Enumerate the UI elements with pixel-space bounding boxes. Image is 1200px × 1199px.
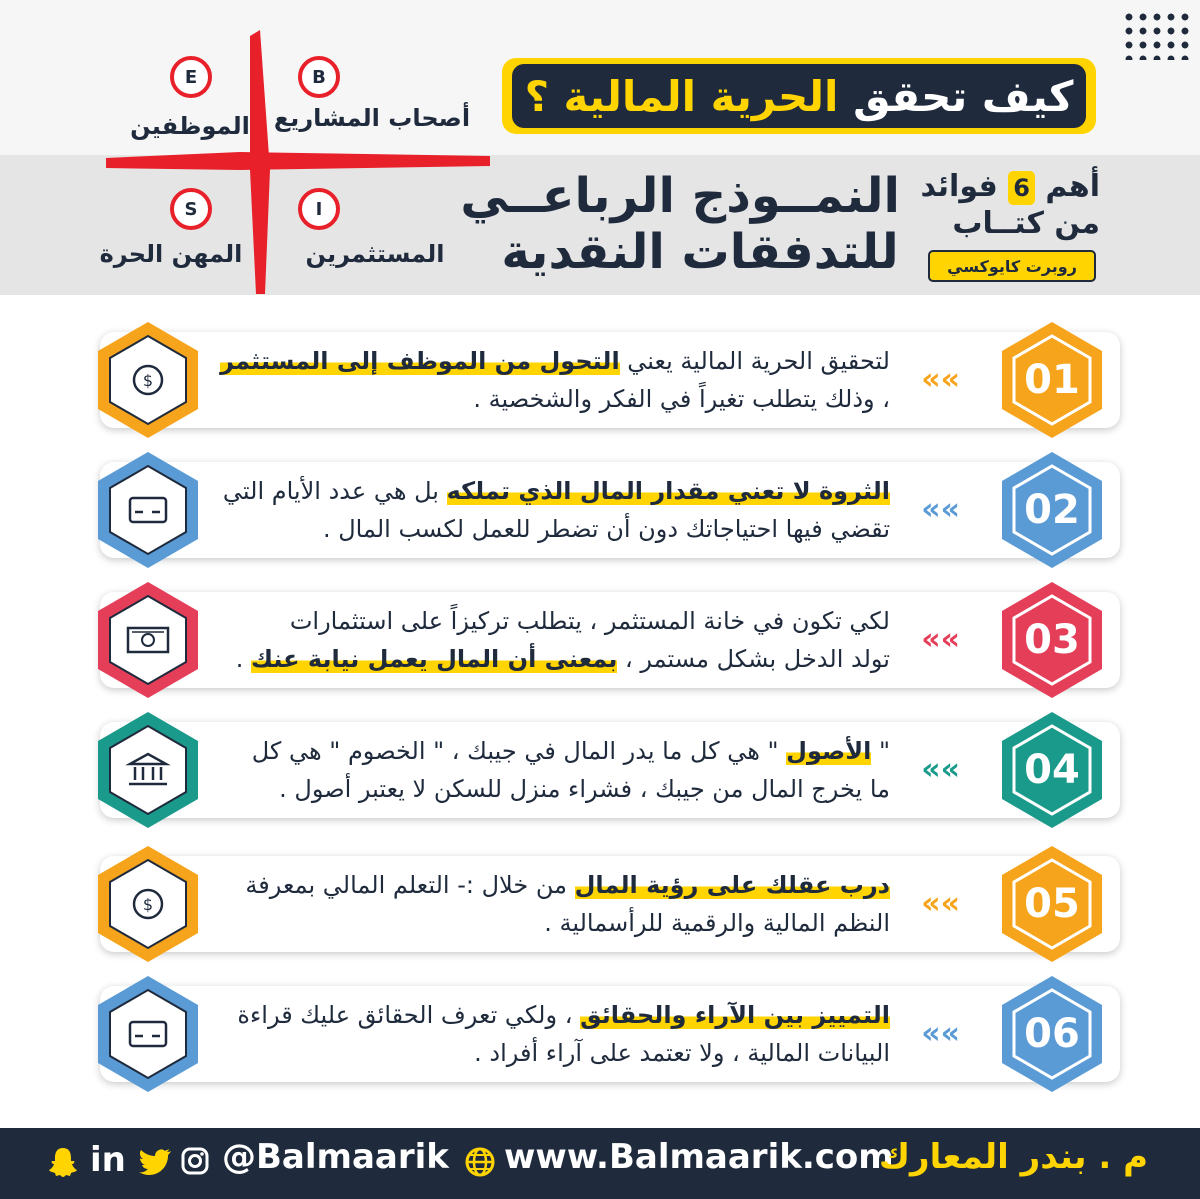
benefit-text bbox=[190, 996, 890, 1072]
line1-highlight: الثروة لا تعني مقدار المال الذي تملكه bbox=[446, 477, 890, 505]
benefits-count-badge: 6 bbox=[1008, 171, 1035, 205]
quadrant-letter-i: I bbox=[298, 188, 340, 230]
benefit-number: 02 bbox=[1024, 487, 1080, 533]
chevrons-icon: «« bbox=[921, 362, 960, 397]
benefit-line2 bbox=[190, 640, 890, 678]
chevrons-icon: «« bbox=[921, 1016, 960, 1051]
benefit-text bbox=[190, 732, 890, 808]
chevrons-icon: «« bbox=[921, 752, 960, 787]
benefit-card bbox=[100, 332, 1120, 428]
dot-pattern-decoration bbox=[1122, 10, 1192, 60]
snapchat-icon[interactable] bbox=[48, 1146, 78, 1178]
line2-pre: البيانات المالية ، ولا تعتمد على آراء أفراد . bbox=[474, 1039, 890, 1067]
svg-text:$: $ bbox=[142, 371, 154, 390]
line2-pre: تولد الدخل بشكل مستمر ، bbox=[617, 645, 890, 673]
line1-highlight: التمييز بين الآراء والحقائق bbox=[580, 1001, 890, 1029]
line1-pre: لتحقيق الحرية المالية يعني bbox=[619, 347, 890, 375]
quadrant-label-employees: الموظفين bbox=[130, 112, 250, 140]
benefit-number: 05 bbox=[1024, 881, 1080, 927]
benefit-card bbox=[100, 856, 1120, 952]
line2-highlight: بمعنى أن المال يعمل نيابة عنك bbox=[251, 645, 618, 673]
author-badge: روبرت كايوكسي bbox=[928, 250, 1096, 282]
line1-highlight: التحول من الموظف إلى المستثمر bbox=[220, 347, 620, 375]
benefit-card bbox=[100, 986, 1120, 1082]
quadrant-letter-s: S bbox=[170, 188, 212, 230]
line1-post: من خلال :- التعلم المالي بمعرفة bbox=[245, 871, 575, 899]
line2-post: . bbox=[235, 645, 251, 673]
linkedin-icon[interactable]: in bbox=[90, 1140, 126, 1180]
benefit-text bbox=[190, 602, 890, 678]
line1-pre: " bbox=[871, 737, 890, 765]
quadrant-label-investors: المستثمرين bbox=[305, 240, 445, 268]
benefits-prefix: أهم bbox=[1045, 169, 1100, 204]
author-name: م . بندر المعارك bbox=[878, 1137, 1148, 1177]
benefits-heading bbox=[910, 170, 1100, 205]
page-title bbox=[512, 64, 1086, 128]
line1-highlight: الأصول bbox=[786, 737, 872, 765]
svg-text:$: $ bbox=[142, 895, 154, 914]
benefit-line2 bbox=[190, 770, 890, 808]
line2-pre: تقضي فيها احتياجاتك دون أن تضطر للعمل لكسب المال . bbox=[322, 515, 890, 543]
benefit-text bbox=[190, 472, 890, 548]
chevrons-icon: «« bbox=[921, 622, 960, 657]
benefit-line1 bbox=[190, 996, 890, 1034]
benefit-card bbox=[100, 592, 1120, 688]
line1-post: ، ولكي تعرف الحقائق عليك قراءة bbox=[237, 1001, 581, 1029]
quadrant-letter-b: B bbox=[298, 56, 340, 98]
twitter-icon[interactable] bbox=[138, 1148, 172, 1176]
social-handle[interactable]: @Balmaarik bbox=[222, 1137, 449, 1177]
benefit-line2 bbox=[190, 1034, 890, 1072]
benefit-number: 04 bbox=[1024, 747, 1080, 793]
subtitle-line1: النمــوذج الرباعــي bbox=[460, 168, 900, 224]
chevrons-icon: «« bbox=[921, 886, 960, 921]
line1-post: بل هي عدد الأيام التي bbox=[222, 477, 447, 505]
benefit-line1 bbox=[190, 866, 890, 904]
benefit-number: 06 bbox=[1024, 1011, 1080, 1057]
line2-pre: ما يخرج المال من جيبك ، فشراء منزل للسكن لا يعتبر أصول . bbox=[279, 775, 890, 803]
quadrant-label-self-employed: المهن الحرة bbox=[99, 240, 243, 268]
line2-pre: النظم المالية والرقمية للرأسمالية . bbox=[544, 909, 890, 937]
instagram-icon[interactable] bbox=[180, 1146, 210, 1176]
benefit-line1 bbox=[190, 342, 890, 380]
benefit-card bbox=[100, 462, 1120, 558]
globe-icon bbox=[464, 1146, 496, 1178]
line2-pre: ، وذلك يتطلب تغيراً في الفكر والشخصية . bbox=[473, 385, 890, 413]
line1-post: " هي كل ما يدر المال في جيبك ، " الخصوم " هي كل bbox=[251, 737, 787, 765]
benefit-text bbox=[190, 342, 890, 418]
line1-pre: لكي تكون في خانة المستثمر ، يتطلب تركيزاً على استثمارات bbox=[289, 607, 890, 635]
quadrant-label-business-owners: أصحاب المشاريع bbox=[273, 104, 471, 132]
title-highlight: الحرية المالية ؟ bbox=[524, 71, 839, 121]
chevrons-icon: «« bbox=[921, 492, 960, 527]
benefit-line1 bbox=[190, 602, 890, 640]
benefit-line1 bbox=[190, 732, 890, 770]
line1-highlight: درب عقلك على رؤية المال bbox=[574, 871, 890, 899]
title-part1: كيف تحقق bbox=[853, 71, 1074, 121]
benefits-suffix: فوائد bbox=[920, 169, 998, 204]
benefit-text bbox=[190, 866, 890, 942]
website-link[interactable]: www.Balmaarik.com bbox=[504, 1137, 894, 1177]
benefit-line2 bbox=[190, 380, 890, 418]
benefit-line2 bbox=[190, 904, 890, 942]
benefit-number: 03 bbox=[1024, 617, 1080, 663]
benefit-line2 bbox=[190, 510, 890, 548]
quadrant-letter-e: E bbox=[170, 56, 212, 98]
from-book-label: من كتــاب bbox=[952, 206, 1100, 241]
subtitle-line2: للتدفقات النقدية bbox=[501, 224, 899, 280]
benefit-line1 bbox=[190, 472, 890, 510]
benefit-number: 01 bbox=[1024, 357, 1080, 403]
benefit-card bbox=[100, 722, 1120, 818]
